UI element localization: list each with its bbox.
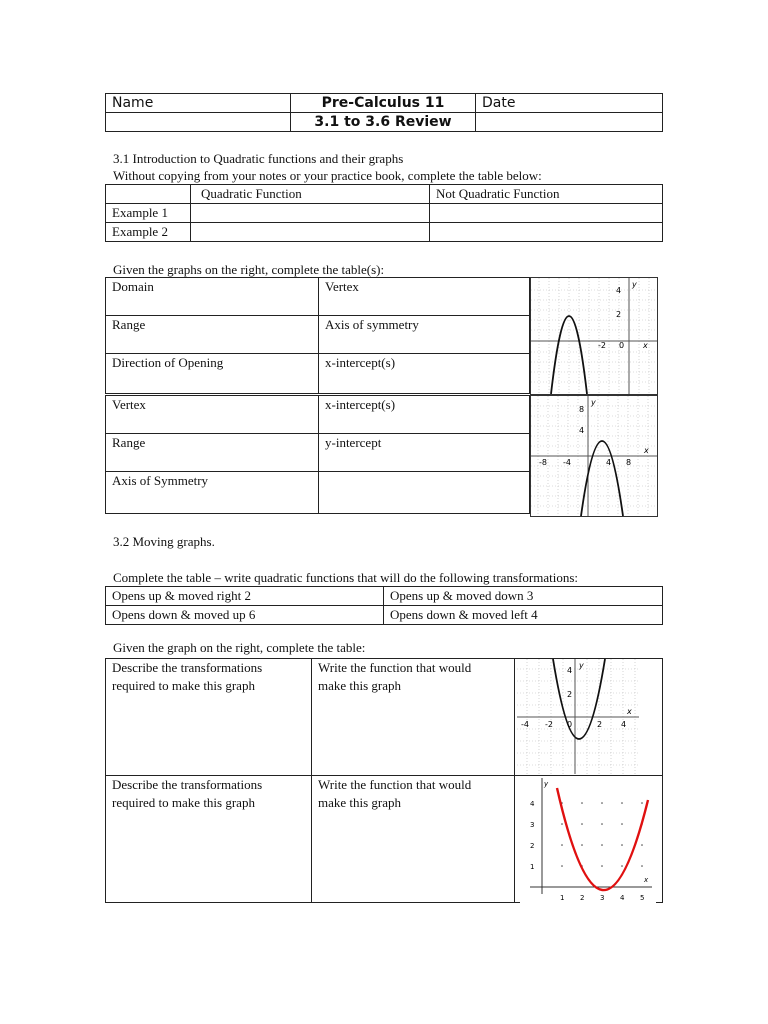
graph-c-xtick-neg2: -2 [545, 720, 553, 729]
unit-title: 3.1 to 3.6 Review [291, 113, 476, 132]
graph-b-xtick-neg8: -8 [539, 458, 547, 467]
graph-a-x-label: x [643, 341, 648, 350]
graphs-instruction: Given the graphs on the right, complete the table(s): [113, 262, 385, 277]
graph-a-ytick-2: 2 [616, 310, 622, 319]
write-2-label: Write the function that would make this graph [318, 777, 472, 810]
graph-c-xtick-0: 0 [567, 720, 573, 729]
name-label: Name [112, 95, 154, 111]
graph-b-xtick-4: 4 [606, 458, 612, 467]
write-2-cell[interactable] [312, 776, 515, 903]
vertex-label: Vertex [325, 279, 359, 294]
name-field[interactable] [106, 94, 291, 113]
graph-a-y-label: y [632, 280, 637, 289]
transformations-table [105, 586, 663, 625]
header-blank-cell [106, 113, 291, 132]
xint-cell[interactable] [319, 354, 530, 394]
describe-1-label: Describe the transformations required to make this graph [112, 660, 263, 693]
graph-b-xtick-neg4: -4 [563, 458, 571, 467]
domain-label: Domain [112, 279, 154, 294]
describe-2-label: Describe the transformations required to make this graph [112, 777, 263, 810]
graph-table-a [105, 277, 530, 394]
graph-c-y-label: y [579, 661, 584, 670]
graph-d-xtick-1: 1 [560, 894, 565, 902]
transform-3-label: Opens down & moved up 6 [112, 607, 256, 622]
graph-d-xtick-3: 3 [600, 894, 605, 902]
graph-b [530, 395, 658, 517]
graph-c-xtick-2: 2 [597, 720, 603, 729]
axis-cell[interactable] [319, 316, 530, 354]
example-table [105, 184, 663, 242]
transform-4-label: Opens down & moved left 4 [390, 607, 538, 622]
xint-label: x-intercept(s) [325, 355, 396, 370]
graph-d-xtick-5: 5 [640, 894, 645, 902]
graph-b-y-label: y [591, 398, 596, 407]
graph-b-x-label: x [644, 446, 649, 455]
section2-heading: 3.2 Moving graphs. [113, 534, 215, 549]
graph-c-x-label: x [627, 707, 632, 716]
graph-b-parabola [581, 441, 623, 516]
vertex-b-cell[interactable] [106, 396, 319, 434]
graph-b-ytick-8: 8 [579, 405, 585, 414]
xint-b-cell[interactable] [319, 396, 530, 434]
vertex-b-label: Vertex [112, 397, 146, 412]
graph-c-ytick-2: 2 [567, 690, 573, 699]
course-title: Pre-Calculus 11 [291, 94, 476, 113]
example-2-quadratic[interactable] [191, 223, 430, 242]
graph-table-b [105, 395, 530, 514]
graph-a [530, 277, 658, 395]
section2-instruction: Complete the table – write quadratic functions that will do the following transformations: [113, 570, 579, 585]
yint-b-cell[interactable] [319, 434, 530, 472]
graph-d-ytick-3: 3 [530, 821, 535, 829]
col-not-quadratic: Not Quadratic Function [430, 185, 663, 204]
describe-2-cell[interactable] [106, 776, 312, 903]
section1-heading: 3.1 Introduction to Quadratic functions and their graphs [113, 151, 404, 166]
header-table [105, 93, 663, 132]
range-label: Range [112, 317, 146, 332]
example-2-label: Example 2 [106, 223, 191, 242]
range-cell[interactable] [106, 316, 319, 354]
example-header-blank [106, 185, 191, 204]
header-blank-cell-2 [476, 113, 663, 132]
graph-d-ytick-2: 2 [530, 842, 535, 850]
graph-a-xtick-0: 0 [619, 341, 625, 350]
graph-d-svg [520, 776, 656, 904]
range-b-cell[interactable] [106, 434, 319, 472]
graph-c-ytick-4: 4 [567, 666, 573, 675]
graph-c-xtick-4: 4 [621, 720, 627, 729]
graph-d-y-label: y [544, 780, 549, 788]
axis-b-cell[interactable] [106, 472, 319, 514]
example-1-not-quadratic[interactable] [430, 204, 663, 223]
graph-d [520, 776, 656, 904]
yint-b-label: y-intercept [325, 435, 382, 450]
col-quadratic: Quadratic Function [191, 185, 430, 204]
transform-4-cell[interactable] [384, 606, 663, 625]
graph-b-ytick-4: 4 [579, 426, 585, 435]
write-1-cell[interactable] [312, 659, 515, 776]
graph-d-xtick-4: 4 [620, 894, 625, 902]
axis-label: Axis of symmetry [325, 317, 419, 332]
example-1-quadratic[interactable] [191, 204, 430, 223]
section1-instruction: Without copying from your notes or your practice book, complete the table below: [113, 168, 542, 183]
domain-cell[interactable] [106, 278, 319, 316]
direction-label: Direction of Opening [112, 355, 224, 370]
transform-3-cell[interactable] [106, 606, 384, 625]
transform-1-cell[interactable] [106, 587, 384, 606]
direction-cell[interactable] [106, 354, 319, 394]
graph-b-svg [531, 396, 657, 516]
date-field[interactable] [476, 94, 663, 113]
graph-c-xtick-neg4: -4 [521, 720, 529, 729]
graph-d-ytick-1: 1 [530, 863, 535, 871]
transform-1-label: Opens up & moved right 2 [112, 588, 252, 603]
date-label: Date [482, 95, 516, 111]
graph-a-ytick-4: 4 [616, 286, 622, 295]
example-1-label: Example 1 [106, 204, 191, 223]
xint-b-label: x-intercept(s) [325, 397, 396, 412]
graph-a-parabola [551, 316, 587, 394]
describe-1-cell[interactable] [106, 659, 312, 776]
example-2-not-quadratic[interactable] [430, 223, 663, 242]
axis-b-answer[interactable] [319, 472, 530, 514]
graph-d-xtick-2: 2 [580, 894, 585, 902]
graph-c [517, 659, 639, 774]
write-1-label: Write the function that would make this graph [318, 660, 472, 693]
graph-instruction: Given the graph on the right, complete the table: [113, 640, 366, 655]
transform-2-cell[interactable] [384, 587, 663, 606]
graph-c-svg [517, 659, 639, 774]
graph-b-xtick-8: 8 [626, 458, 632, 467]
graph-a-xtick-neg2: -2 [598, 341, 606, 350]
graph-d-ytick-4: 4 [530, 800, 535, 808]
transform-2-label: Opens up & moved down 3 [390, 588, 534, 603]
range-b-label: Range [112, 435, 146, 450]
vertex-cell[interactable] [319, 278, 530, 316]
graph-d-x-label: x [644, 876, 649, 884]
graph-a-svg [531, 278, 657, 394]
axis-b-label: Axis of Symmetry [112, 473, 209, 488]
